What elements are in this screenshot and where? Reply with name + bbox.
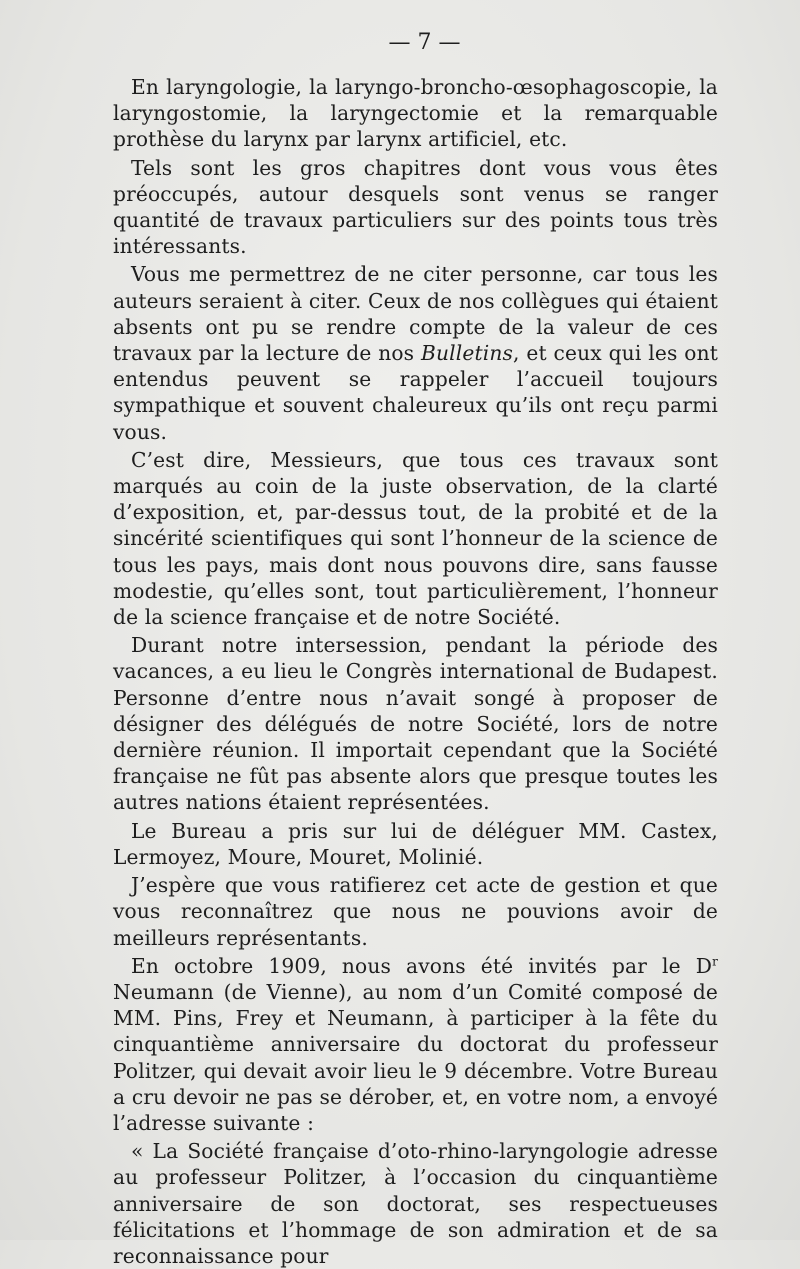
paragraph-politzer-end: Neumann (de Vienne), au nom d’un Comité composé de MM. Pins, Frey et Neumann, à participer à la fête du cinquantième anniversaire du doctorat du professeur Politzer, qui devait avoir lieu le 9 décembre. Votre Bureau a cru devoir ne pas se dérober, et, en votre nom, a envoyé l’adresse suivante :	[113, 979, 718, 1135]
paragraph-budapest-congress: Durant notre intersession, pendant la période des vacances, a eu lieu le Congrès international de Budapest. Personne d’entre nous n’avait songé à proposer de désigner des délégués de notre Société, lors de notre dernière réunion. Il importait cependant que la Société française ne fût pas absente alors que presque toutes les autres nations étaient représentées.	[113, 633, 718, 815]
paragraph-delegates: Le Bureau a pris sur lui de déléguer MM. Castex, Lermoyez, Moure, Mouret, Molinié.	[113, 818, 718, 869]
paragraph-main-chapters: Tels sont les gros chapitres dont vous vous êtes préoccupés, autour desquels sont venus se ranger quantité de travaux particuliers sur des points tous très intéressants.	[113, 155, 718, 259]
paragraph-politzer-invitation	[113, 953, 718, 1136]
paragraph-scientific-honesty: C’est dire, Messieurs, que tous ces travaux sont marqués au coin de la juste observation, de la clarté d’exposition, et, par-dessus tout, de la probité et de la sincérité scientifiques qui sont l’honneur de la science de tous les pays, mais dont nous pouvons dire, sans fausse modestie, qu’elles sont, tout particulièrement, l’honneur de la science française et de notre Société.	[113, 447, 718, 630]
paragraph-no-citations-end: , et ceux qui les ont entendus peuvent se rappeler l’accueil toujours sympathique et souvent chaleureux qu’ils ont reçu parmi vous.	[113, 341, 718, 444]
book-page	[113, 30, 718, 1269]
bulletins-italic: Bulletins	[421, 341, 513, 366]
page-number: — 7 —	[388, 30, 461, 55]
paragraph-no-citations	[113, 261, 718, 444]
paragraph-laryngology: En laryngologie, la laryngo-broncho-œsophagoscopie, la laryngostomie, la laryngectomie et la remarquable prothèse du larynx par larynx artificiel, etc.	[113, 75, 718, 152]
paragraph-ratification: J’espère que vous ratifierez cet acte de gestion et que vous reconnaîtrez que nous ne pouvions avoir de meilleurs représentants.	[113, 873, 718, 950]
paragraph-politzer-start: En octobre 1909, nous avons été invités par le D	[131, 953, 713, 978]
paragraph-no-citations-start: Vous me permettrez de ne citer personne, car tous les auteurs seraient à citer. Ceux de nos collègues qui étaient absents ont pu se rendre compte de la valeur de ces travaux par la lecture de nos	[113, 262, 718, 366]
paragraph-address-quote: « La Société française d’oto-rhino-laryngologie adresse au professeur Politzer, à l’occasion du cinquantième anniversaire de son doctorat, ses respectueuses félicitations et l’hommage de son admiration et de sa reconnaissance pour	[113, 1139, 718, 1268]
doctor-abbrev-sup: r	[712, 953, 718, 968]
